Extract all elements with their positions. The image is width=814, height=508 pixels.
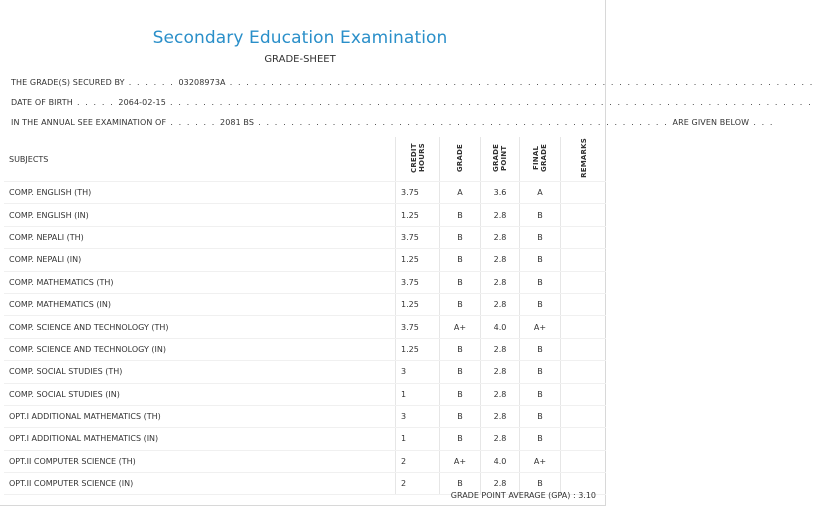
cell-grade: B [440,338,481,360]
table-row [4,271,606,293]
cell-grade-point: 2.8 [481,361,520,383]
cell-subject: COMP. MATHEMATICS (IN) [4,293,396,315]
header-credit-hours: CREDIT HOURS [396,137,440,182]
cell-subject: OPT.I ADDITIONAL MATHEMATICS (IN) [4,428,396,450]
cell-grade-point: 2.8 [481,204,520,226]
table-row [4,226,606,248]
cell-remarks [561,428,607,450]
cell-remarks [561,383,607,405]
cell-credit-hours: 1 [396,383,440,405]
symbol-number: 03208973A [178,78,226,87]
cell-remarks [561,450,607,472]
table-row [4,249,606,271]
cell-remarks [561,405,607,427]
cell-grade-point: 2.8 [481,405,520,427]
cell-subject: OPT.I ADDITIONAL MATHEMATICS (TH) [4,405,396,427]
cell-credit-hours: 1 [396,428,440,450]
exam-year: 2081 BS [220,118,255,127]
cell-final-grade: B [520,338,561,360]
cell-grade: B [440,271,481,293]
cell-final-grade: B [520,293,561,315]
cell-grade-point: 2.8 [481,271,520,293]
table-row [4,428,606,450]
date-of-birth: 2064-02-15 [118,98,166,107]
table-row [4,293,606,315]
page-subtitle: GRADE-SHEET [264,54,336,65]
cell-grade: B [440,361,481,383]
cell-subject: COMP. SOCIAL STUDIES (IN) [4,383,396,405]
cell-credit-hours: 3.75 [396,316,440,338]
cell-subject: OPT.II COMPUTER SCIENCE (TH) [4,450,396,472]
cell-remarks [561,271,607,293]
info-line-graded-by: THE GRADE(S) SECURED BY . . . . . . 03208973A . . . . . . . . . . . . . . . . . . . . . . . . . . . . . . . . . . . . . . . . . . . . . . . . . . . . . . . . . . . . . . . . . . . . . . . [11,78,814,87]
cell-final-grade: A+ [520,450,561,472]
cell-credit-hours: 1.25 [396,338,440,360]
cell-grade-point: 2.8 [481,293,520,315]
info-label-graded-by: THE GRADE(S) SECURED BY [11,78,125,87]
grades-header-row [4,137,606,182]
cell-final-grade: B [520,473,561,495]
cell-grade-point: 2.8 [481,338,520,360]
cell-subject: COMP. ENGLISH (IN) [4,204,396,226]
cell-credit-hours: 3 [396,405,440,427]
info-label-dob: DATE OF BIRTH [11,98,73,107]
cell-subject: COMP. NEPALI (TH) [4,226,396,248]
cell-final-grade: B [520,383,561,405]
info-line-exam: IN THE ANNUAL SEE EXAMINATION OF . . . . . . 2081 BS . . . . . . . . . . . . . . . . . . . . . . . . . . . . . . . . . . . . . . . . . . . . . . . . . . ARE GIVEN BELOW . . . [11,118,775,127]
cell-remarks [561,293,607,315]
gpa-label: GRADE POINT AVERAGE (GPA) : [450,491,576,500]
gpa-summary [451,491,596,500]
cell-final-grade: A+ [520,316,561,338]
cell-credit-hours: 1.25 [396,293,440,315]
table-row [4,405,606,427]
cell-grade: A+ [440,450,481,472]
header-grade: GRADE [440,137,481,182]
cell-subject: COMP. SCIENCE AND TECHNOLOGY (IN) [4,338,396,360]
cell-subject: COMP. SOCIAL STUDIES (TH) [4,361,396,383]
table-row [4,204,606,226]
cell-final-grade: B [520,428,561,450]
cell-grade-point: 2.8 [481,226,520,248]
cell-grade-point: 2.8 [481,428,520,450]
cell-final-grade: B [520,204,561,226]
cell-final-grade: B [520,249,561,271]
grades-table [4,137,606,495]
cell-credit-hours: 1.25 [396,204,440,226]
cell-grade-point: 4.0 [481,450,520,472]
cell-grade: B [440,249,481,271]
cell-credit-hours: 2 [396,473,440,495]
gpa-value: 3.10 [578,491,596,500]
cell-grade: B [440,204,481,226]
cell-final-grade: B [520,361,561,383]
cell-credit-hours: 3.75 [396,271,440,293]
cell-final-grade: B [520,226,561,248]
cell-grade-point: 4.0 [481,316,520,338]
cell-grade: A+ [440,316,481,338]
header-remarks: REMARKS [561,137,607,182]
info-suffix-exam: ARE GIVEN BELOW [672,118,750,127]
cell-grade: B [440,428,481,450]
cell-grade-point: 2.8 [481,249,520,271]
header-grade-point: GRADE POINT [481,137,520,182]
table-row [4,383,606,405]
table-row [4,316,606,338]
cell-credit-hours: 1.25 [396,249,440,271]
header-subjects: SUBJECTS [4,137,396,182]
cell-subject: COMP. NEPALI (IN) [4,249,396,271]
cell-credit-hours: 3.75 [396,226,440,248]
cell-final-grade: B [520,271,561,293]
cell-subject: COMP. ENGLISH (TH) [4,182,396,204]
cell-grade: B [440,226,481,248]
info-line-dob: DATE OF BIRTH . . . . . 2064-02-15 . . . . . . . . . . . . . . . . . . . . . . . . . . . . . . . . . . . . . . . . . . . . . . . . . . . . . . . . . . . . . . . . . . . . . . . . . . . . . . [11,98,813,107]
cell-remarks [561,361,607,383]
cell-grade: B [440,473,481,495]
table-row [4,182,606,204]
cell-final-grade: B [520,405,561,427]
cell-credit-hours: 2 [396,450,440,472]
cell-credit-hours: 3.75 [396,182,440,204]
cell-subject: COMP. MATHEMATICS (TH) [4,271,396,293]
info-label-exam: IN THE ANNUAL SEE EXAMINATION OF [11,118,167,127]
cell-grade-point: 2.8 [481,473,520,495]
cell-remarks [561,226,607,248]
cell-remarks [561,316,607,338]
cell-subject: COMP. SCIENCE AND TECHNOLOGY (TH) [4,316,396,338]
table-row [4,450,606,472]
cell-remarks [561,182,607,204]
table-row [4,361,606,383]
cell-subject: OPT.II COMPUTER SCIENCE (IN) [4,473,396,495]
cell-remarks [561,204,607,226]
table-row [4,338,606,360]
page-title: Secondary Education Examination [152,28,448,48]
cell-grade: A [440,182,481,204]
header-final-grade: FINAL GRADE [520,137,561,182]
cell-grade-point: 2.8 [481,383,520,405]
cell-final-grade: A [520,182,561,204]
cell-remarks [561,249,607,271]
cell-grade-point: 3.6 [481,182,520,204]
cell-grade: B [440,383,481,405]
cell-grade: B [440,293,481,315]
cell-grade: B [440,405,481,427]
cell-remarks [561,338,607,360]
cell-credit-hours: 3 [396,361,440,383]
